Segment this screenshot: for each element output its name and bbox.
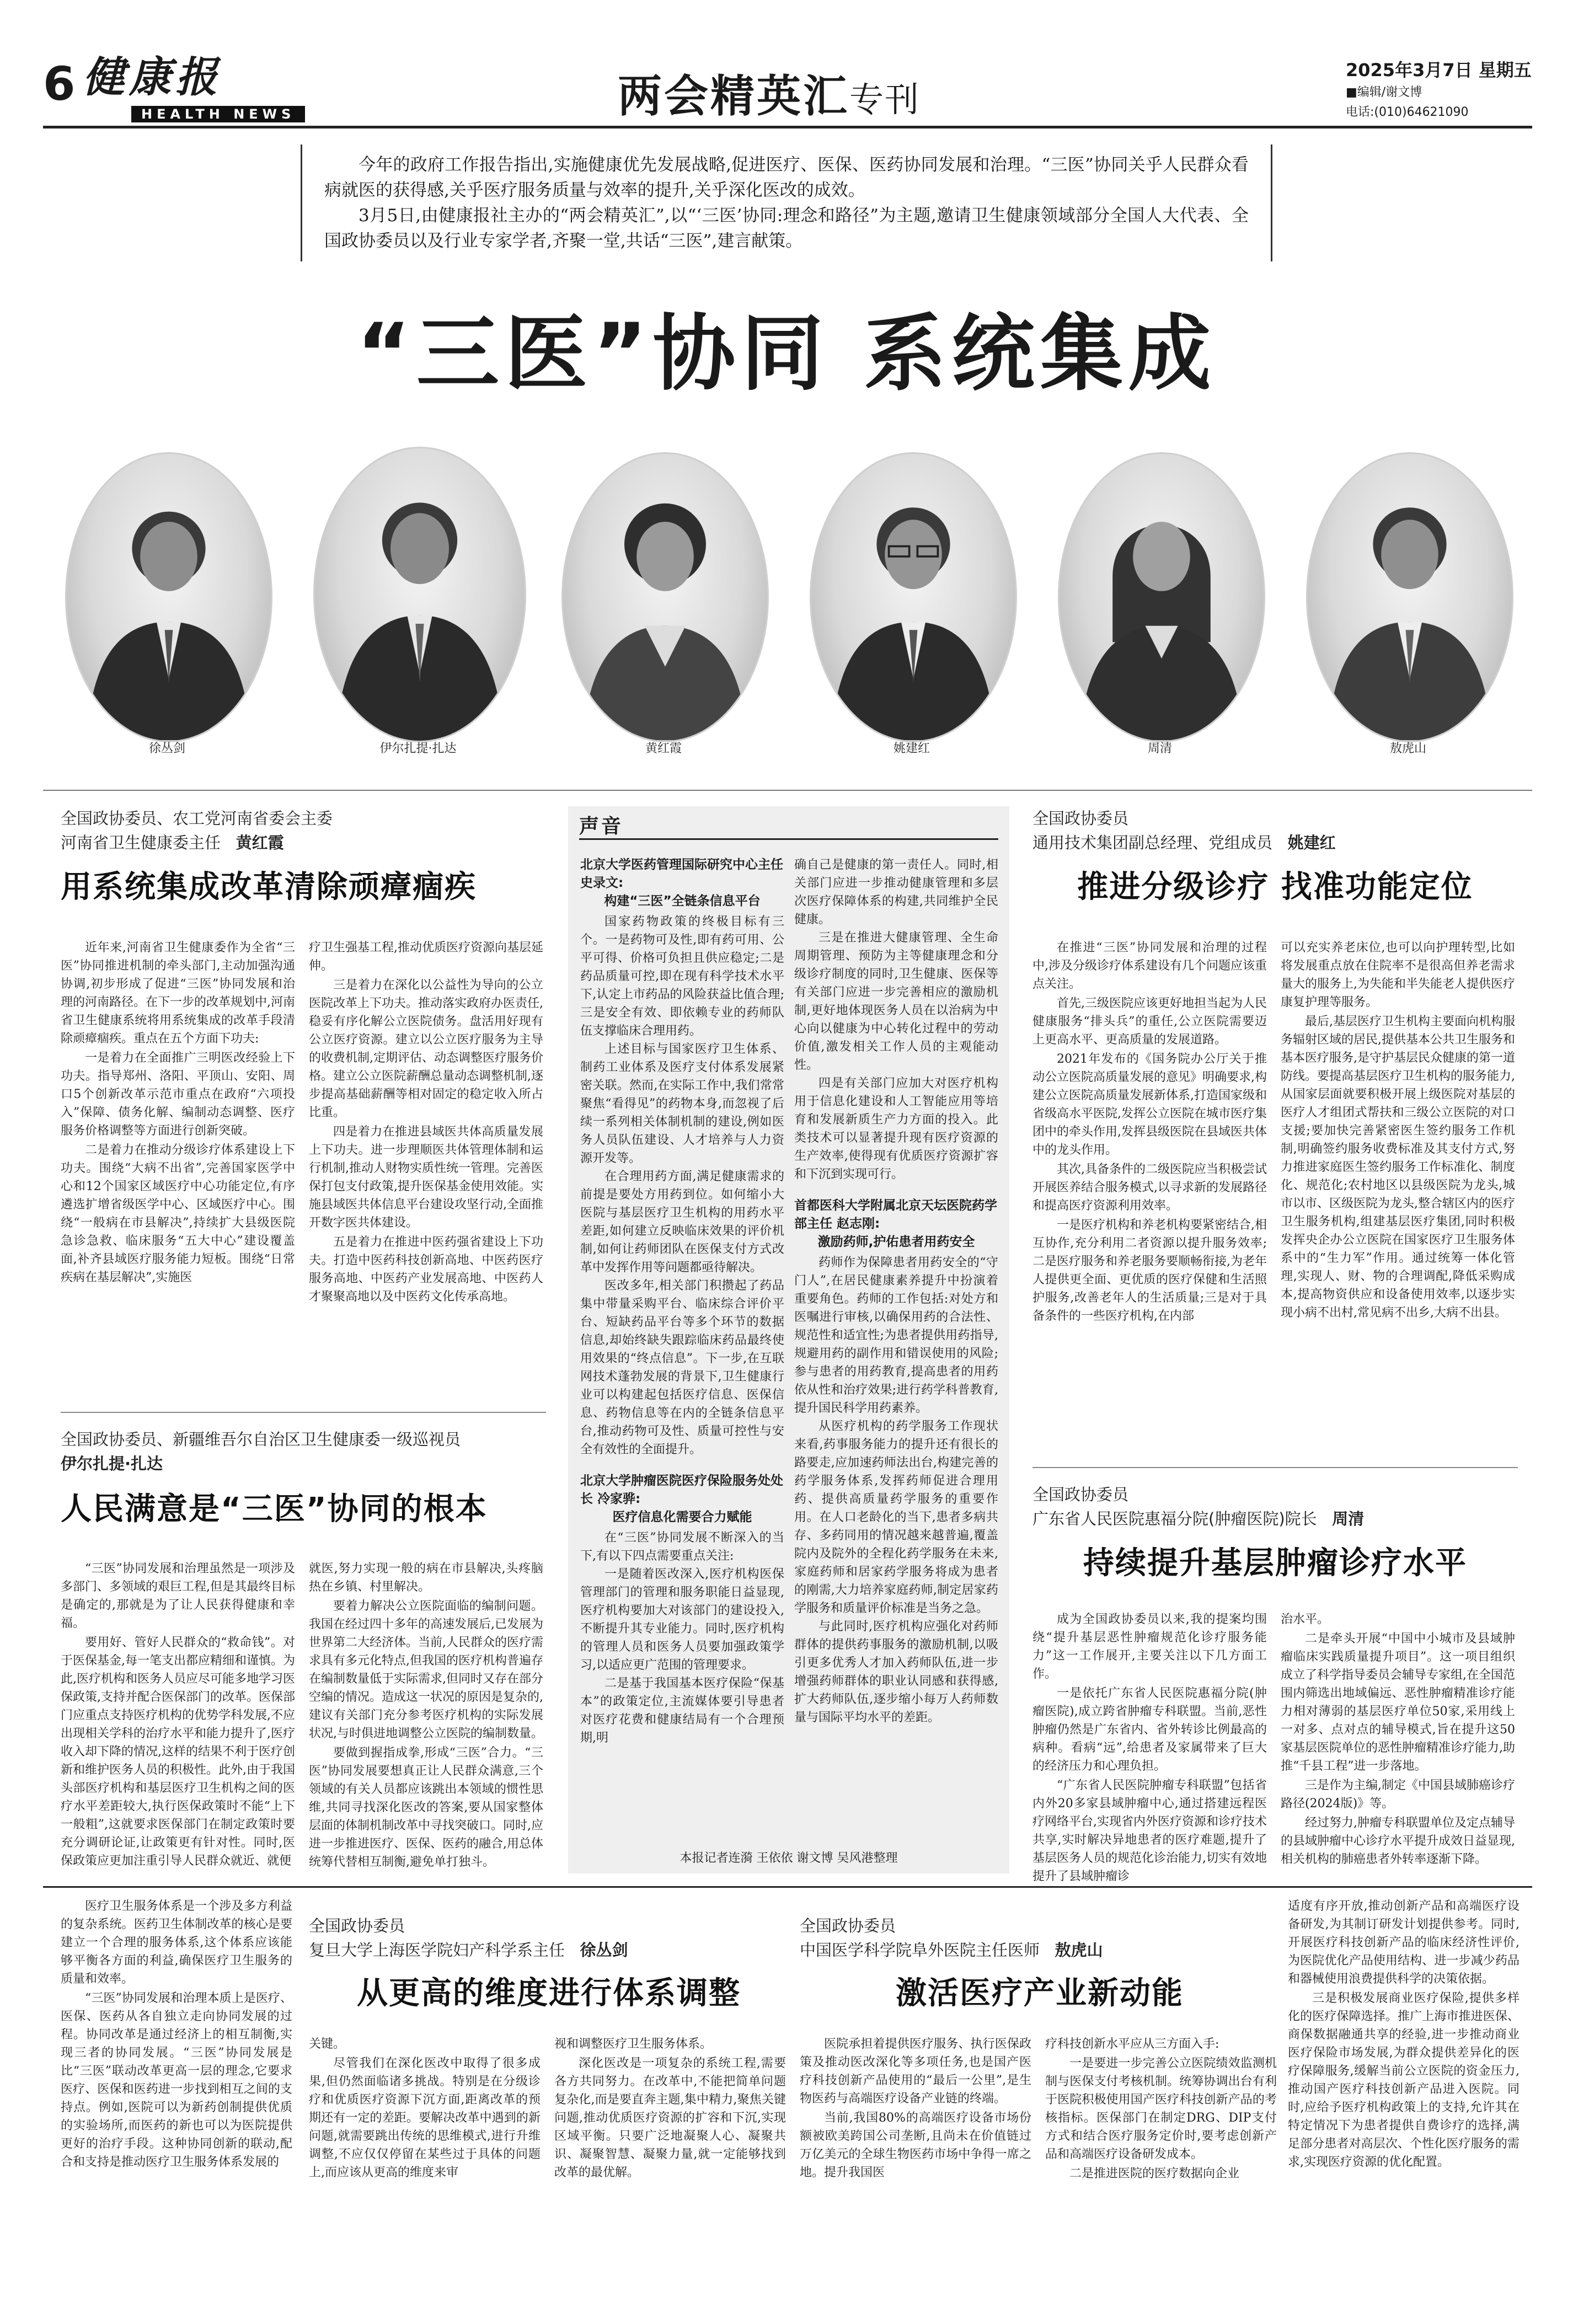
article-kicker: 全国政协委员 xyxy=(1032,809,1129,828)
person-silhouette-icon xyxy=(315,448,525,741)
article-column xyxy=(1281,939,1515,1323)
portrait-caption: 敖虎山 xyxy=(1389,742,1426,756)
article-column xyxy=(309,1560,543,1872)
article-paragraph: 就医,努力实现一般的病在市县解决,头疼脑热在乡镇、村里解决。 xyxy=(309,1562,543,1594)
article-kicker: 广东省人民医院惠福分院(肿瘤医院)院长 周清 xyxy=(1032,1509,1365,1528)
article-kicker: 中国医学科学院阜外医院主任医师 敖虎山 xyxy=(800,1941,1103,1959)
article-paragraph: 可以充实养老床位,也可以向护理转型,比如将发展重点放在住院率不是很高但养老需求量大的服务上,为失能和半失能老人提供医疗康复护理等服务。 xyxy=(1281,941,1515,1009)
person-silhouette-icon xyxy=(67,454,271,741)
article-paragraph: 医院承担着提供医疗服务、执行医保政策及推动医改深化等多项任务,也是国产医疗科技创新产品使用的“最后一公里”,是生物医药与高端医疗设备产业链的终端。 xyxy=(800,2037,1031,2106)
article-paragraph: 三是着力在深化以公益性为导向的公立医院改革上下功夫。推动落实政府办医责任,稳妥有序化解公立医院债务。盘活用好现有公立医疗资源。建立以公立医疗服务为主导的收费机制,定期评估、动态调整医疗服务价格。建立公立医院薪酬总量动态调整机制,逐步提高基础薪酬等相对固定的稳定收入所占比重。 xyxy=(309,978,543,1120)
section-divider xyxy=(1032,1467,1518,1468)
article-paragraph: 二是着力在推动分级诊疗体系建设上下功夫。围绕“大病不出省”,完善国家医学中心和12个国家区域医疗中心功能定位,有序遴选扩增省级医学中心、区域医疗中心。围绕“一般病在市县解决”,持续扩大县级医院急诊急救、临床服务“五大中心”建设覆盖面,补齐县域医疗服务能力短板。围绕“日常疾病在基层解决”,实施医 xyxy=(61,1143,295,1284)
portrait-huang-hongxia xyxy=(561,452,769,742)
article-paragraph: 疗卫生强基工程,推动优质医疗资源向基层延伸。 xyxy=(309,941,543,973)
article-paragraph: 成为全国政协委员以来,我的提案均围绕“提升基层恶性肿瘤规范化诊疗服务能力”这一工作展开,主要关注以下几方面工作。 xyxy=(1032,1613,1267,1681)
voice-paragraph: 三是在推进大健康管理、全生命周期管理、预防为主等健康理念和分级诊疗制度的同时,卫生健康、医保等有关部门应进一步完善相应的激励机制,更好地体现医务人员在以治病为中心向以健康为中心转化过程中的劳动价值,激发相关工作人员的主观能动性。 xyxy=(794,931,998,1072)
voice-paragraph: 从医疗机构的药学服务工作现状来看,药事服务能力的提升还有很长的路要走,应加速药师法出台,构建完善的药学服务体系,发挥药师促进合理用药、提供高质量药学服务的重要作用。在人口老龄化的当下,患者多病共存、多药同用的情况越来越普遍,覆盖院内及院外的全程化药学服务在未来,家庭药师和居家药学服务将成为患者的刚需,大力培养家庭药师,制定居家药学服务和质量评价标准是当务之急。 xyxy=(794,1420,998,1615)
article-zhou-qing xyxy=(1032,1482,1518,1883)
article-huang-hongxia xyxy=(61,806,546,1304)
article-kicker: 全国政协委员 xyxy=(1032,1485,1129,1504)
voices-sidebar xyxy=(568,806,1009,1873)
editor-credit: ■编辑/谢文博 xyxy=(1346,85,1422,99)
masthead-english: HEALTH NEWS xyxy=(131,106,305,122)
article-kicker: 全国政协委员 xyxy=(800,1916,896,1935)
article-paragraph: 经过努力,肿瘤专科联盟单位及定点辅导的县域肿瘤中心诊疗水平提升成效日益显现,相关机构的肺癌患者外转率逐渐下降。 xyxy=(1281,1816,1515,1866)
article-kicker: 全国政协委员、新疆维吾尔自治区卫生健康委一级巡视员 xyxy=(61,1430,461,1449)
voice-headline: 医疗信息化需要合力赋能 xyxy=(612,1510,752,1524)
sidebar-column-left xyxy=(580,856,784,1747)
voice-paragraph: 四是有关部门应加大对医疗机构用于信息化建设和人工智能应用等培育和发展新质生产力方面的投入。此类技术可以显著提升现有医疗资源的生产效率,使得现有优质医疗资源扩容和下沉到实现可行。 xyxy=(794,1077,998,1181)
article-column xyxy=(61,939,295,1288)
voice-paragraph: 在合理用药方面,满足健康需求的前提是要处方用药到位。如何缩小大医院与基层医疗卫生机构的用药水平差距,如何建立反映临床效果的评价机制,如何让药师团队在医保支付方式改革中发挥作用等问题都亟待解决。 xyxy=(580,1170,784,1275)
article-paragraph: 其次,具备条件的二级医院应当积极尝试开展医养结合服务模式,以寻求新的发展路径和提高医疗资源利用效率。 xyxy=(1032,1163,1267,1213)
article-paragraph: 一是要进一步完善公立医院绩效监测机制与医保支付考核机制。统筹协调出台有利于医院积极使用国产医疗科技创新产品的考核指标。医保部门在制定DRG、DIP支付方式和结合医疗服务定价时,要考虑创新产品和高端医疗设备研发成本。 xyxy=(1045,2057,1277,2161)
person-silhouette-icon xyxy=(811,454,1015,741)
voice-paragraph: 药师作为保障患者用药安全的“守门人”,在居民健康素养提升中扮演着重要角色。药师的工作包括:对处方和医嘱进行审核,以确保用药的合法性、规范性和适宜性;为患者提供用药指导,规避用药的副作用和错误使用的风险;参与患者的用药教育,提高患者的用药依从性和治疗效果;进行药学科普教育,提升国民科学用药素养。 xyxy=(794,1256,998,1415)
page-number: 6 xyxy=(43,57,76,111)
portrait-caption: 姚建红 xyxy=(893,742,930,756)
article-paragraph: 三是作为主编,制定《中国县域肺癌诊疗路径(2024版)》等。 xyxy=(1281,1779,1515,1811)
portrait-strip xyxy=(43,430,1532,783)
article-paragraph: 二是推进医院的医疗数据向企业 xyxy=(1069,2167,1240,2181)
portrait-caption: 伊尔扎提·扎达 xyxy=(379,742,457,756)
masthead-logo: 健康报 xyxy=(83,52,222,101)
section-divider xyxy=(61,1412,546,1413)
voice-text xyxy=(580,913,784,1459)
voice-text xyxy=(580,1529,784,1747)
sidebar-credits: 本报记者连漪 王依依 谢文博 吴风港整理 xyxy=(680,1851,898,1865)
sidebar-column-right xyxy=(794,856,998,1727)
main-headline: “三医”协同 系统集成 xyxy=(356,306,1217,402)
article-column xyxy=(1281,1610,1515,1870)
article-title: 从更高的维度进行体系调整 xyxy=(357,1975,741,2011)
intro-paragraph-2: 3月5日,由健康报社主办的“两会精英汇”,以“‘三医’协同:理念和路径”为主题,邀请卫生健康领域部分全国人大代表、全国政协委员以及行业专家学者,齐聚一堂,共话“三医”,建言献策。 xyxy=(324,206,1249,251)
article-column xyxy=(1032,1610,1267,1887)
person-silhouette-icon xyxy=(1308,454,1512,741)
sidebar-label: 声音 xyxy=(579,815,624,838)
article-kicker: 全国政协委员 xyxy=(309,1916,405,1935)
voice-paragraph: 确自己是健康的第一责任人。同时,相关部门应进一步推动健康管理和多层次医疗保障体系的构建,共同维护全民健康。 xyxy=(794,858,998,927)
article-paragraph: 近年来,河南省卫生健康委作为全省“三医”协同推进机制的牵头部门,主动加强沟通协调,初步形成了促进“三医”协同发展和治理的河南路径。在下一步的改革规划中,河南省卫生健康系统将用系统集成的改革手段清除顽瘴痼疾。重点在五个方面下功夫: xyxy=(61,941,295,1046)
section-banner xyxy=(618,61,920,124)
article-column xyxy=(1045,2035,1277,2184)
author-name: 姚建红 xyxy=(1287,833,1336,852)
article-paragraph: 深化医改是一项复杂的系统工程,需要各方共同努力。在改革中,不能把简单问题复杂化,而是要直奔主题,集中精力,聚焦关键问题,推动优质医疗资源的扩容和下沉,实现区域平衡。只要广泛地凝聚人心、凝聚共识、凝聚智慧、凝聚力量,就一定能够找到改革的最优解。 xyxy=(554,2057,786,2180)
portrait-caption: 徐丛剑 xyxy=(148,742,185,756)
article-column xyxy=(309,939,543,1307)
article-paragraph: 关键。 xyxy=(309,2037,346,2051)
voice-paragraph: 二是基于我国基本医疗保险“保基本”的政策定位,主流媒体要引导患者对医疗花费和健康结局有一个合理预期,明 xyxy=(580,1677,784,1745)
bottom-band-rule xyxy=(43,1886,1532,1888)
portrait-ao-hushan xyxy=(1306,452,1513,742)
article-title: 推进分级诊疗 找准功能定位 xyxy=(1077,869,1473,905)
article-paragraph: “三医”协同发展和治理虽然是一项涉及多部门、多领域的艰巨工程,但是其最终目标是确定的,那就是为了让人民获得健康和幸福。 xyxy=(61,1562,295,1630)
article-paragraph: 最后,基层医疗卫生机构主要面向机构服务辐射区域的居民,提供基本公共卫生服务和基本医疗服务,是守护基层民众健康的第一道防线。要提高基层医疗卫生机构的服务能力,从国家层面就要积极开展上级医院对基层的医疗人才组团式帮扶和三级公立医院的对口支援;要加快完善紧密医生签约服务工作机制,明确签约服务收费标准及其支付方式,努力推进家庭医生签约服务工作标准化、制度化、规范化;农村地区以县级医院为龙头,城市以市、区级医院为龙头,整合辖区内的医疗卫生服务机构,组建基层医疗集团,同时积极发挥央企办公立医院在国家医疗卫生服务体系中的“生力军”作用。通过统筹一体化管理,实现人、财、物的合理调配,降低采购成本,提高物资供应和设备使用效率,以逐步实现小病不出村,常见病不出乡,大病不出县。 xyxy=(1281,1015,1515,1320)
article-title: 持续提升基层肿瘤诊疗水平 xyxy=(1083,1545,1467,1581)
article-paragraph: 要用好、管好人民群众的“救命钱”。对于医保基金,每一笔支出都应精细和谨慎。为此,医疗机构和医务人员应尽可能多地学习医保政策,支持并配合医保部门的改革。医保部门应重点支持医疗机构的优势学科发展,不应出现相关学科的治疗水平和能力提升了,医疗收入却下降的情况,这样的结果不利于医疗创新和维护医务人员的积极性。此外,由于我国头部医疗机构和基层医疗卫生机构之间的医疗水平差距较大,执行医保政策时不能“上下一般粗”,这就要求医保部门在制定政策时要充分调研论证,让政策更有针对性。同时,医保政策应更加注重引导人民群众就近、就便 xyxy=(61,1636,295,1868)
article-kicker: 复旦大学上海医学院妇产科学系主任 徐丛剑 xyxy=(309,1941,628,1959)
person-silhouette-icon xyxy=(1060,454,1264,741)
article-paragraph: 一是着力在全面推广三明医改经验上下功夫。指导郑州、洛阳、平顶山、安阳、周口5个创新改革示范市重点在政府“六项投入”保障、债务化解、编制动态调整、医疗服务价格调整等方面进行创新突破。 xyxy=(61,1051,295,1138)
article-paragraph: 医疗卫生服务体系是一个涉及多方利益的复杂系统。医药卫生体制改革的核心是要建立一个合理的服务体系,这个体系应该能够平衡各方面的利益,确保医疗卫生服务的质量和效率。 xyxy=(61,1899,292,1986)
article-paragraph: 一是医疗机构和养老机构要紧密结合,相互协作,充分利用二者资源以提升服务效率;二是医疗服务和养老服务要顺畅衔接,为老年人提供更全面、更优质的医疗保健和生活照护服务,改善老年人的生活质量;三是对于具备条件的一些医疗机构,在内部 xyxy=(1032,1218,1267,1323)
voice-text xyxy=(794,1254,998,1727)
voice-paragraph: 与此同时,医疗机构应强化对药师群体的提供药事服务的激励机制,以吸引更多优秀人才加入药师队伍,进一步增强药师群体的职业认同感和获得感,扩大药师队伍,逐步缩小每万人药师数量与国际平均水平的差距。 xyxy=(794,1620,998,1725)
article-title: 人民满意是“三医”协同的根本 xyxy=(61,1491,488,1527)
section-suffix: 专刊 xyxy=(849,79,921,120)
section-title: 两会精英汇 xyxy=(618,71,849,122)
portrait-yierzhati xyxy=(313,447,526,742)
author-name: 敖虎山 xyxy=(1055,1941,1103,1959)
article-xu-congjian xyxy=(309,1897,789,2180)
article-paragraph: 当前,我国80%的高端医疗设备市场份额被欧美跨国公司垄断,且尚未在价值链过万亿美元的全球生物医药市场中争得一席之地。提升我国医 xyxy=(800,2111,1031,2180)
article-paragraph: 要着力解决公立医院面临的编制问题。我国在经过四十多年的高速发展后,已发展为世界第二大经济体。当前,人民群众的医疗需求具有多元化特点,但我国的医疗机构普遍存在编制数量低于实际需求,但同时又存在部分空编的情况。造成这一状况的原因是复杂的,建议有关部门充分参考医疗机构的实际发展状况,与时俱进地调整公立医院的编制数量。 xyxy=(309,1599,543,1741)
article-ao-continuation-column xyxy=(1288,1897,1520,2172)
voice-paragraph: 上述目标与国家医疗卫生体系、制药工业体系及医疗支付体系发展紧密关联。然而,在实际工作中,我们常常聚焦“看得见”的药物本身,而忽视了后续一系列相关体制机制的建设,例如医务人员队伍建设、人才培养与人力资源开发等。 xyxy=(580,1042,784,1165)
voice-speaker: 首都医科大学附属北京天坛医院药学部主任 赵志刚: xyxy=(794,1198,997,1231)
voice-text xyxy=(794,856,998,1184)
voice-paragraph: 一是随着医改深入,医疗机构医保管理部门的管理和服务职能日益显现,医疗机构要加大对该部门的建设投入,不断提升其专业能力。同时,医疗机构的管理人员和医务人员要加强政策学习,以适应更广范围的管理要求。 xyxy=(580,1567,784,1672)
article-column xyxy=(1032,939,1267,1326)
voice-headline: 构建“三医”全链条信息平台 xyxy=(604,894,761,908)
article-paragraph: 要做到握指成拳,形成“三医”合力。“三医”协同发展要想真正让人民群众满意,三个领域的有关人员都应该跳出本领域的惯性思维,共同寻找深化医改的答案,要从国家整体层面的体制机制改革中寻找突破口。同时,应进一步推进医疗、医保、医药的融合,用总体统筹代替相互制衡,避免单打独斗。 xyxy=(309,1746,543,1869)
article-paragraph: 疗科技创新水平应从三方面入手: xyxy=(1045,2037,1219,2051)
article-paragraph: “三医”协同发展和治理本质上是医疗、医保、医药从各自独立走向协同发展的过程。协同改革是通过经济上的相互制衡,实现三者的协同发展。“三医”协同发展是比“三医”联动改革更高一层的理念,它要求医疗、医保和医药进一步找到相互之间的支持点。例如,医院可以为新药创制提供优质的实验场所,而医药的新也可以为医院提供更好的治疗手段。这种协同创新的联动,配合和支持是推动医疗卫生服务体系发展的 xyxy=(61,1991,292,2169)
article-column xyxy=(554,2035,786,2183)
voice-paragraph: 国家药物政策的终极目标有三个。一是药物可及性,即有药可用、公平可得、价格可负担且供应稳定;二是药品质量可控,即在现有科学技术水平下,认定上市药品的风险获益比值合理;三是安全有效、即依赖专业的药师队伍支撑临床合理用药。 xyxy=(580,915,784,1038)
article-kicker: 通用技术集团副总经理、党组成员 姚建红 xyxy=(1032,833,1336,852)
portrait-xu-congjian xyxy=(65,452,272,742)
article-paragraph: 五是着力在推进中医药强省建设上下功夫。打造中医药科技创新高地、中医药医疗服务高地、中医药产业发展高地、中医药人才聚聚高地以及中医药文化传承高地。 xyxy=(309,1235,543,1304)
article-paragraph: 在推进“三医”协同发展和治理的过程中,涉及分级诊疗体系建设有几个问题应该重点关注。 xyxy=(1032,941,1267,991)
article-title: 用系统集成改革清除顽瘴痼疾 xyxy=(61,869,477,905)
voice-paragraph: 医改多年,相关部门积攒起了药品集中带量采购平台、临床综合评价平台、短缺药品平台等多个环节的数据信息,却始终缺失跟踪临床药品最终使用效果的“终点信息”。下一步,在互联网技术蓬勃发展的背景下,卫生健康行业可以构建起包括医疗信息、医保信息、药物信息等在内的全链条信息平台,推动药物可及性、质量可控性与安全有效性的全面提升。 xyxy=(580,1279,784,1456)
author-name: 周清 xyxy=(1332,1509,1365,1528)
article-kicker: 河南省卫生健康委主任 黄红霞 xyxy=(61,833,284,852)
article-column xyxy=(309,2035,541,2183)
article-kicker: 全国政协委员、农工党河南省委会主委 xyxy=(61,809,333,828)
portrait-caption: 黄红霞 xyxy=(645,742,682,756)
article-ao-hushan xyxy=(800,1897,1280,2181)
article-xu-lead-column xyxy=(61,1897,292,2172)
voice-speaker: 北京大学医药管理国际研究中心主任 史录文: xyxy=(580,858,783,890)
article-title: 激活医疗产业新动能 xyxy=(896,1975,1184,2011)
article-paragraph: 三是积极发展商业医疗保险,提供多样化的医疗保障选择。推广上海市推进医保、商保数据融通共享的经验,进一步推动商业医疗保险市场发展,为群众提供差异化的医疗保障服务,缓解当前公立医院的资金压力,推动国产医疗科技创新产品进入医院。同时,应给予医疗机构政策上的支持,允许其在特定情况下为患者提供自费诊疗的选择,满足部分患者对高层次、个性化医疗服务的需求,实现医疗资源的优化配置。 xyxy=(1288,1991,1520,2169)
editor-phone: 电话:(010)64621090 xyxy=(1346,105,1469,119)
article-column xyxy=(61,1560,295,1871)
article-paragraph: “广东省人民医院肿瘤专科联盟”包括省内外20多家县域肿瘤中心,通过搭建远程医疗网络平台,实现省内外医疗资源和诊疗技术共享,实时解决异地患者的医疗难题,提升了基层医务人员的规范化诊治能力,切实有效地提升了县域肿瘤诊 xyxy=(1032,1779,1267,1883)
sidebar-label-rule xyxy=(579,838,998,840)
article-yao-jianhong xyxy=(1032,806,1518,1323)
portrait-rule xyxy=(43,790,1532,791)
portrait-zhou-qing xyxy=(1058,452,1265,742)
voice-paragraph: 在“三医”协同发展不断深入的当下,有以下四点需要重点关注: xyxy=(580,1531,784,1563)
intro-box xyxy=(301,144,1272,261)
portrait-yao-jianhong xyxy=(810,452,1017,742)
author-name: 徐丛剑 xyxy=(580,1941,628,1959)
article-column xyxy=(800,2035,1031,2183)
portrait-caption: 周清 xyxy=(1147,742,1172,756)
article-paragraph: 尽管我们在深化医改中取得了很多成果,但仍然面临诸多挑战。特别是在分级诊疗和优质医疗资源下沉方面,距离改革的预期还有一定的差距。要解决改革中遇到的新问题,就需要跳出传统的思维模式,进行升维调整,不应仅仅停留在某些过于具体的问题上,而应该从更高的维度来审 xyxy=(309,2057,541,2180)
person-silhouette-icon xyxy=(563,454,767,741)
voice-headline: 激励药师,护佑患者用药安全 xyxy=(817,1235,975,1249)
article-yierzhati xyxy=(61,1427,546,1869)
author-name: 伊尔扎提·扎达 xyxy=(61,1454,163,1473)
article-paragraph: 治水平。 xyxy=(1281,1613,1330,1626)
author-name: 黄红霞 xyxy=(236,833,284,852)
intro-paragraph-1: 今年的政府工作报告指出,实施健康优先发展战略,促进医疗、医保、医药协同发展和治理。“三医”协同关乎人民群众看病就医的获得感,关乎医疗服务质量与效率的提升,关乎深化医改的成效。 xyxy=(324,155,1249,200)
article-paragraph: 视和调整医疗卫生服务体系。 xyxy=(554,2037,713,2051)
header-rule xyxy=(43,126,1532,128)
article-paragraph: 一是依托广东省人民医院惠福分院(肿瘤医院),成立跨省肿瘤专科联盟。当前,恶性肿瘤仍然是广东省内、省外转诊比例最高的病种。看病“远”,给患者及家属带来了巨大的经济压力和心理负担。 xyxy=(1032,1686,1267,1773)
voice-speaker: 北京大学肿瘤医院医疗保险服务处处长 冷家骅: xyxy=(580,1474,783,1506)
article-paragraph: 适度有序开放,推动创新产品和高端医疗设备研发,为其制订研发计划提供参考。同时,开展医疗科技创新产品的临床经济性评价,为医院优化产品使用结构、进一步减少药品和器械使用浪费提供科学的决策依据。 xyxy=(1288,1899,1520,1986)
article-paragraph: 二是牵头开展“中国中小城市及县域肿瘤临床实践质量提升项目”。这一项目组织成立了科学指导委员会辅导专家组,在全国范围内筛选出地域偏远、恶性肿瘤精准诊疗能力相对薄弱的基层医疗单位50家,采用线上一对多、点对点的辅导模式,旨在提升这50家基层医院单位的恶性肿瘤精准诊疗能力,助推“千县工程”进一步落地。 xyxy=(1281,1632,1515,1773)
article-paragraph: 2021年发布的《国务院办公厅关于推动公立医院高质量发展的意见》明确要求,构建公立医院高质量发展新体系,打造国家级和省级高水平医院,发挥公立医院在城市医疗集团中的牵头作用,发挥县级医院在县域医共体中的龙头作用。 xyxy=(1032,1052,1267,1157)
article-paragraph: 四是着力在推进县域医共体高质量发展上下功夫。进一步理顺医共体管理体制和运行机制,推动人财物实质性统一管理。完善医保打包支付政策,提升医保基金使用效能。实施县域医共体信息平台建设攻坚行动,全面推开数字医共体建设。 xyxy=(309,1125,543,1230)
article-paragraph: 首先,三级医院应该更好地担当起为人民健康服务“排头兵”的重任,公立医院需要迈上更高水平、更高质量的发展道路。 xyxy=(1032,997,1267,1047)
issue-date: 2025年3月7日 星期五 xyxy=(1346,60,1532,81)
